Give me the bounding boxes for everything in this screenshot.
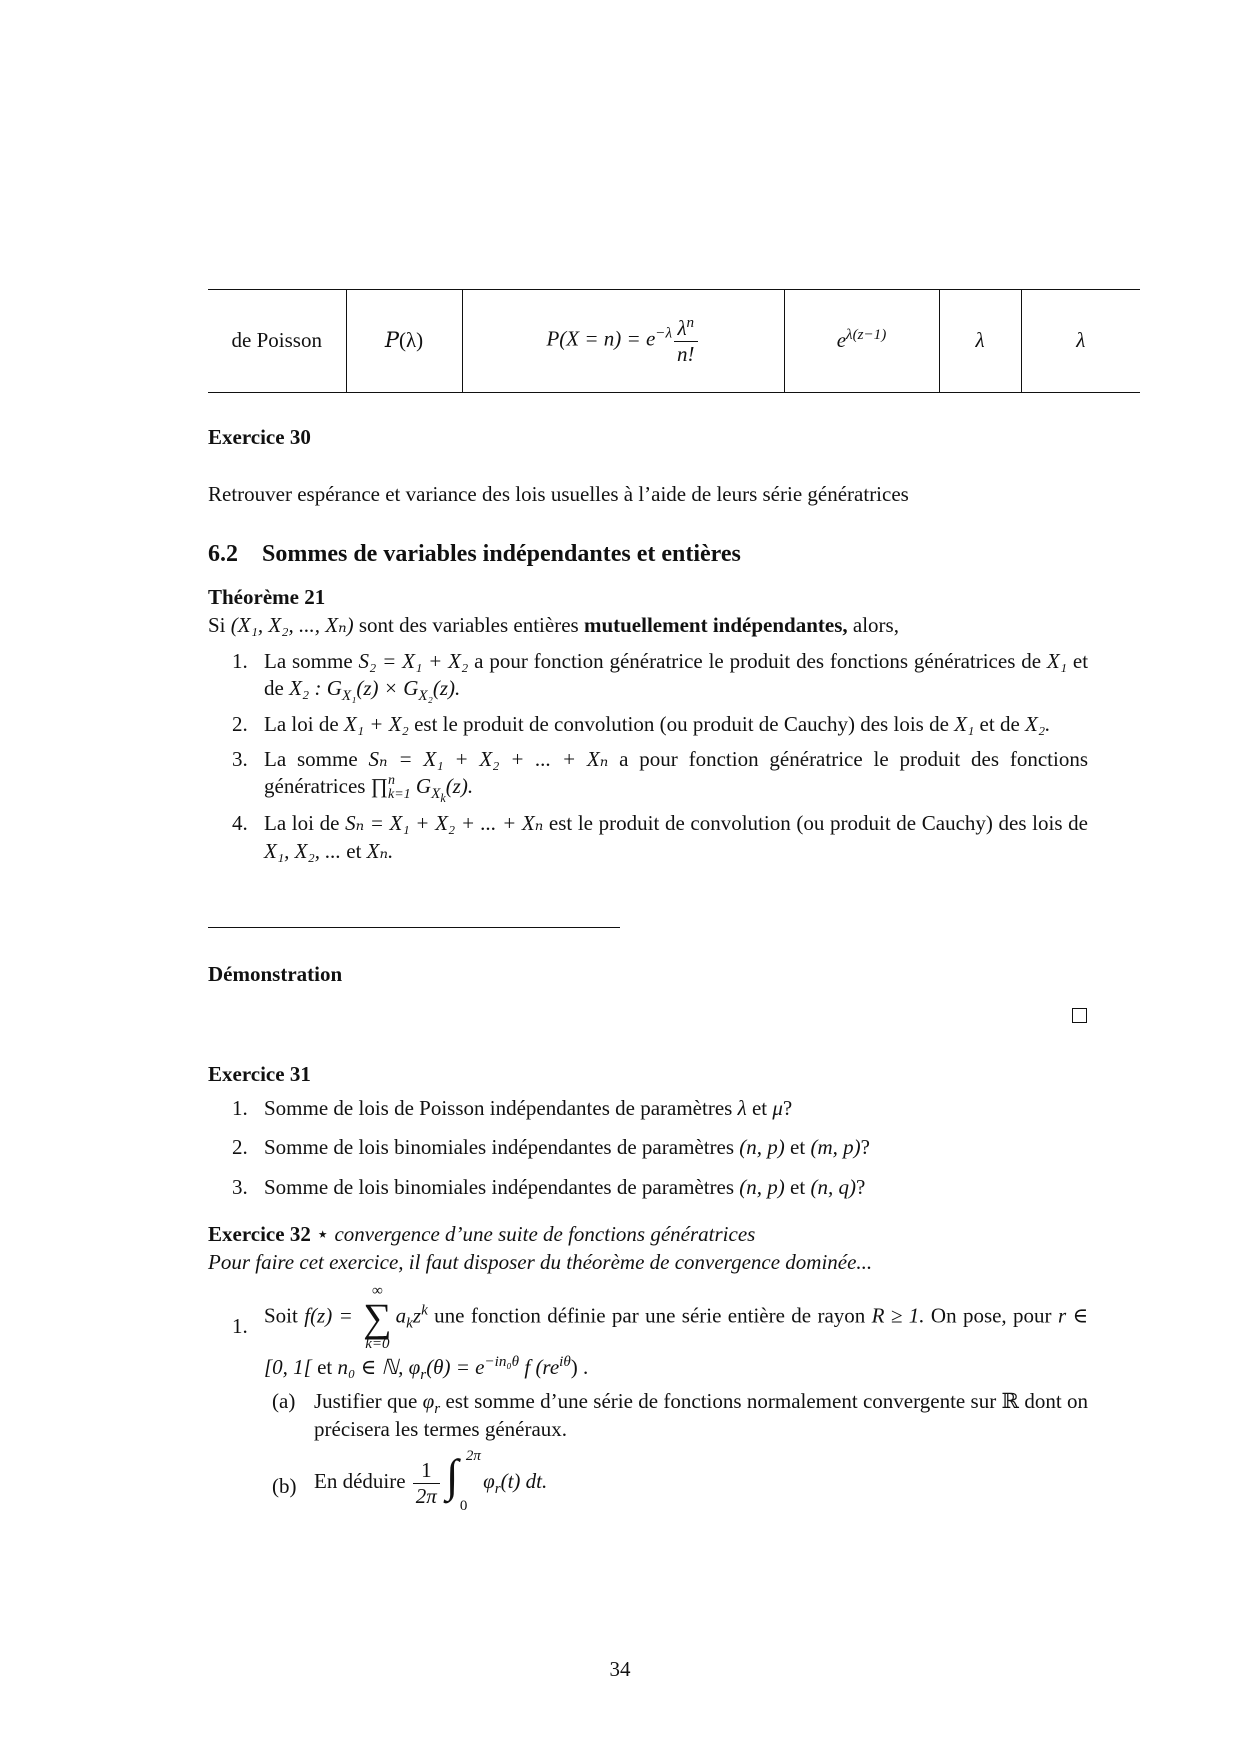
- star-icon: ⋆: [316, 1222, 330, 1246]
- exercise-32-title: Exercice 32: [208, 1222, 311, 1246]
- exercise-32-subtitle: convergence d’une suite de fonctions génératrices: [334, 1222, 756, 1246]
- exercise-32-heading: [208, 1221, 1088, 1248]
- pmf-fraction: [674, 316, 698, 365]
- exercise-32-note: Pour faire cet exercice, il faut disposer du théorème de convergence dominée...: [208, 1250, 873, 1274]
- pmf-lhs: P(X = n) = e: [546, 326, 656, 351]
- fraction-one-over-two-pi: $\frac{1}{2\pi}$: [413, 1458, 440, 1507]
- summation: ∞ ∑ k=0: [363, 1283, 392, 1352]
- pmf-exp: −λ: [655, 325, 673, 342]
- cell-pmf: [462, 290, 784, 393]
- cell-notation: [346, 290, 462, 393]
- theorem-list: [208, 648, 1088, 873]
- notation-arg: (λ): [398, 328, 424, 353]
- notation-script-p: P: [384, 328, 399, 353]
- list-item: 3. Somme de lois binomiales indépendantes de paramètres (n, p) et (n, q)?: [232, 1174, 866, 1199]
- page-number: 34: [609, 1657, 631, 1681]
- exercise-30-text: Retrouver espérance et variance des lois usuelles à l’aide de leurs série génératrices: [208, 482, 909, 506]
- separator-rule: [208, 927, 620, 928]
- theorem-title: Théorème 21: [208, 585, 326, 609]
- theorem-intro: Si (X₁, X₂, ..., Xₙ) sont des variables entières mutuellement indépendantes, alors,: [208, 613, 899, 637]
- demonstration-title: Démonstration: [208, 962, 343, 986]
- product-limits: n k=1: [387, 773, 411, 803]
- list-item: 1. Soit f(z) = ∞ ∑ k=0 $a_kz^k$ une fonction définie par une série entière de rayon R ≥ 1. On pose, pour r ∈ [0, 1[ et n₀ ∈ ℕ, $\varphi_r(\theta) = e^{-in_0\theta}$ f $(re^{i\theta})$ . (a) Justifier que $\varphi_r$ est somme d’une série de fonctions normalement convergente sur ℝ dont on précisera les termes généraux. (b) En déduire $\frac{1}{2\pi}$ ∫ 2π 0 $\varphi_r(t)$ dt.: [232, 1283, 1089, 1515]
- list-item: 1. La somme S₂ = X₁ + X₂ a pour fonction génératrice le produit des fonctions génératrices de X₁ et de X₂ : $G_{X_1}(z) \times G_{X_2}(z)$.: [232, 649, 1089, 705]
- list-item: 4. La loi de Sₙ = X₁ + X₂ + ... + Xₙ est le produit de convolution (ou produit de Cauchy) des lois de X₁, X₂, ... et Xₙ.: [232, 811, 1088, 863]
- section-title: Sommes de variables indépendantes et entières: [262, 541, 741, 567]
- list-item: 1. Somme de lois de Poisson indépendantes de paramètres λ et μ?: [232, 1096, 793, 1120]
- pmf-denominator: n!: [677, 341, 695, 366]
- cell-generating-function: $e^{\lambda(z-1)}$: [784, 290, 939, 393]
- table-row: [208, 290, 1140, 393]
- cell-variance: λ: [1021, 290, 1140, 393]
- exercise-31-title: Exercice 31: [208, 1062, 311, 1086]
- list-item: 2. La loi de X₁ + X₂ est le produit de convolution (ou produit de Cauchy) des lois de X₁ et de X₂.: [232, 711, 1051, 736]
- poisson-table: [208, 289, 1140, 393]
- cell-law-name: de Poisson: [208, 290, 346, 393]
- pmf-numerator: $\lambda^n$: [674, 316, 698, 341]
- cell-expectation: λ: [939, 290, 1021, 393]
- list-item: 2. Somme de lois binomiales indépendantes de paramètres (n, p) et (m, p)?: [232, 1135, 870, 1160]
- exercise-31-list: [208, 1095, 1088, 1209]
- list-item: (a) Justifier que $\varphi_r$ est somme d’une série de fonctions normalement convergente sur ℝ dont on précisera les termes généraux.: [272, 1389, 1088, 1441]
- exercise-30-title: Exercice 30: [208, 425, 311, 449]
- product-symbol: ∏: [370, 774, 388, 799]
- section-heading: [208, 539, 1088, 570]
- integral: ∫ 2π 0: [445, 1448, 481, 1515]
- section-number: 6.2: [208, 541, 238, 567]
- list-item: (b) En déduire $\frac{1}{2\pi}$ ∫ 2π 0 $\varphi_r(t)$ dt.: [272, 1448, 548, 1515]
- list-item: 3. La somme Sₙ = X₁ + X₂ + ... + Xₙ a pour fonction génératrice le produit des fonctions génératrices ∏ n k=1 $G_{X_k}(z)$.: [232, 746, 1089, 806]
- qed-square-icon: [1072, 1008, 1087, 1023]
- exercise-32-list: [208, 1283, 1088, 1523]
